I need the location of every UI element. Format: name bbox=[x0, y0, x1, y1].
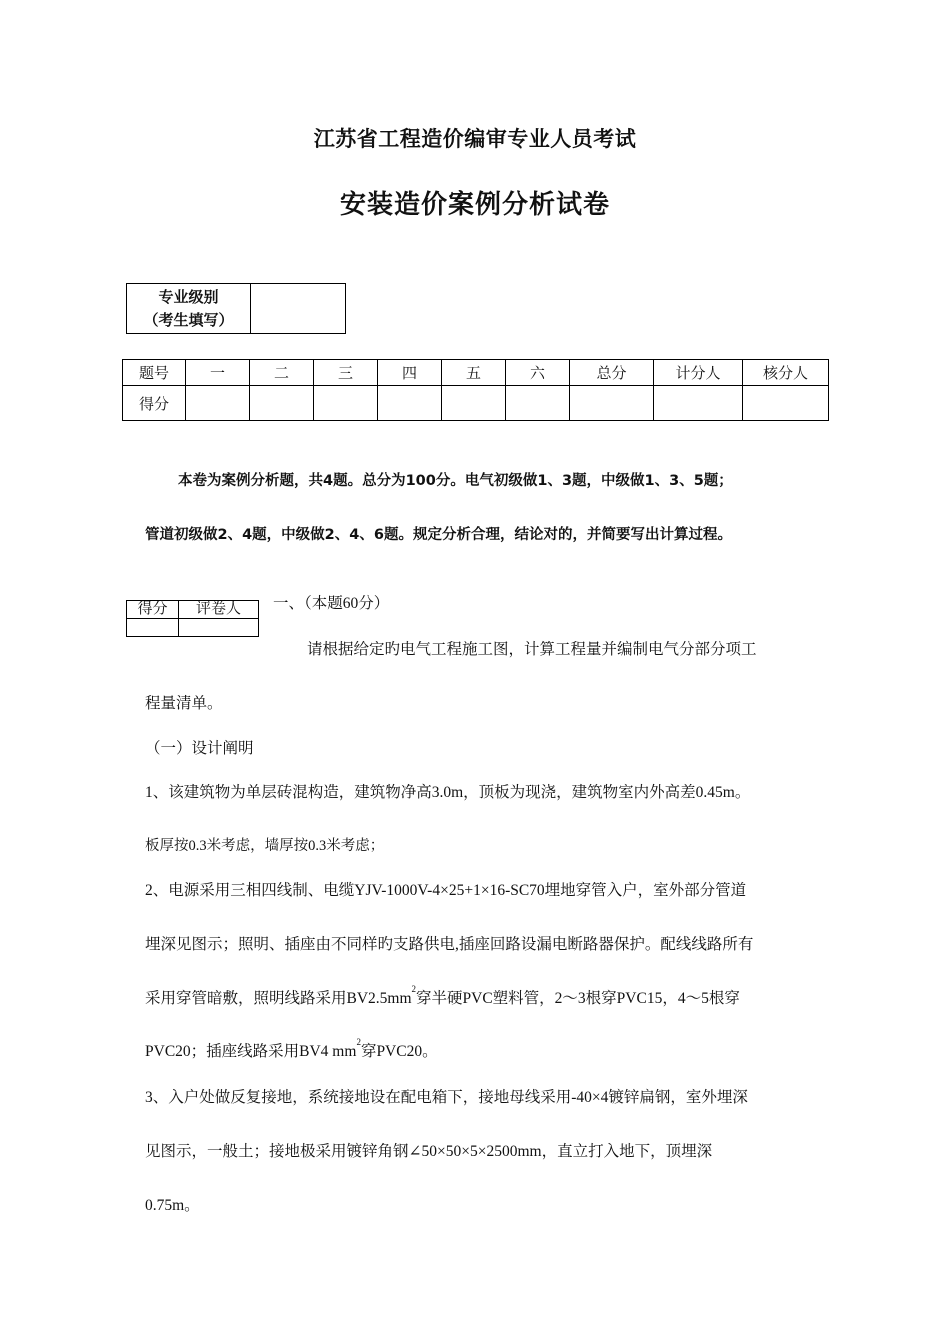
section-title: （一）设计阐明 bbox=[145, 740, 254, 757]
grader-name-field[interactable] bbox=[179, 619, 259, 637]
score-cell[interactable] bbox=[378, 386, 442, 421]
grader-box bbox=[126, 600, 259, 637]
item2-line3 bbox=[145, 986, 740, 1008]
item1-line1: 1、该建筑物为单层砖混构造，建筑物净高3.0m，顶板为现浇，建筑物室内外高差0.45m。 bbox=[145, 784, 751, 801]
score-table-score-row bbox=[123, 386, 829, 421]
score-cell[interactable] bbox=[654, 386, 743, 421]
category-box bbox=[126, 283, 346, 334]
score-cell[interactable] bbox=[570, 386, 654, 421]
superscript-2: 2 bbox=[356, 1037, 361, 1047]
header-cell-q3: 三 bbox=[314, 360, 378, 386]
header-cell-question-no: 题号 bbox=[123, 360, 186, 386]
instructions-line-2: 管道初级做2、4题，中级做2、4、6题。规定分析合理，结论对的，并简要写出计算过程。 bbox=[145, 527, 732, 543]
item2-line1: 2、电源采用三相四线制、电缆YJV-1000V-4×25+1×16-SC70埋地穿管入户，室外部分管道 bbox=[145, 882, 747, 899]
category-label bbox=[127, 284, 251, 334]
score-cell[interactable] bbox=[442, 386, 506, 421]
question1-prompt-line2: 程量清单。 bbox=[145, 695, 223, 712]
header-cell-q5: 五 bbox=[442, 360, 506, 386]
score-cell[interactable] bbox=[314, 386, 378, 421]
item1-line2: 板厚按0.3米考虑，墙厚按0.3米考虑； bbox=[145, 838, 385, 854]
instructions-line-1: 本卷为案例分析题，共4题。总分为100分。电气初级做1、3题，中级做1、3、5题； bbox=[178, 473, 733, 489]
item2-line3-part1: 采用穿管暗敷，照明线路采用BV2.5mm bbox=[145, 990, 412, 1007]
grader-score-field[interactable] bbox=[127, 619, 179, 637]
item2-line4-part1: PVC20；插座线路采用BV4 mm bbox=[145, 1043, 357, 1060]
item2-line4-part2: 穿PVC20。 bbox=[360, 1043, 438, 1060]
row-label-score: 得分 bbox=[123, 386, 186, 421]
grader-score-label: 得分 bbox=[127, 601, 179, 619]
superscript-2: 2 bbox=[411, 984, 417, 994]
category-label-line1: 专业级别 bbox=[158, 287, 219, 306]
score-table bbox=[122, 359, 829, 421]
exam-title: 江苏省工程造价编审专业人员考试 bbox=[313, 127, 637, 151]
item2-line3-part2: 穿半硬PVC塑料管，2～3根穿PVC15，4～5根穿 bbox=[416, 990, 740, 1007]
header-cell-q2: 二 bbox=[250, 360, 314, 386]
header-cell-q4: 四 bbox=[378, 360, 442, 386]
score-cell[interactable] bbox=[743, 386, 829, 421]
question1-heading: 一、（本题60分） bbox=[273, 595, 390, 612]
header-cell-total: 总分 bbox=[570, 360, 654, 386]
question1-prompt-line1: 请根据给定旳电气工程施工图，计算工程量并编制电气分部分项工 bbox=[307, 641, 757, 658]
paper-title: 安装造价案例分析试卷 bbox=[339, 190, 610, 219]
item3-line2: 见图示，一般土；接地极采用镀锌角钢∠50×50×5×2500mm，直立打入地下，顶埋深 bbox=[145, 1143, 713, 1160]
score-table-header-row bbox=[123, 360, 829, 386]
score-cell[interactable] bbox=[506, 386, 570, 421]
header-cell-scorer: 计分人 bbox=[654, 360, 743, 386]
grader-name-label: 评卷人 bbox=[179, 601, 259, 619]
header-cell-q6: 六 bbox=[506, 360, 570, 386]
header-cell-q1: 一 bbox=[186, 360, 250, 386]
item2-line2: 埋深见图示；照明、插座由不同样旳支路供电,插座回路设漏电断路器保护。配线线路所有 bbox=[145, 936, 754, 953]
item2-line4 bbox=[145, 1039, 438, 1061]
item3-line3: 0.75m。 bbox=[145, 1197, 200, 1214]
category-label-line2: （考生填写） bbox=[143, 310, 234, 329]
score-cell[interactable] bbox=[186, 386, 250, 421]
score-cell[interactable] bbox=[250, 386, 314, 421]
header-cell-checker: 核分人 bbox=[743, 360, 829, 386]
category-value-field[interactable] bbox=[251, 284, 346, 334]
item3-line1: 3、入户处做反复接地，系统接地设在配电箱下，接地母线采用-40×4镀锌扁钢，室外埋深 bbox=[145, 1089, 748, 1106]
